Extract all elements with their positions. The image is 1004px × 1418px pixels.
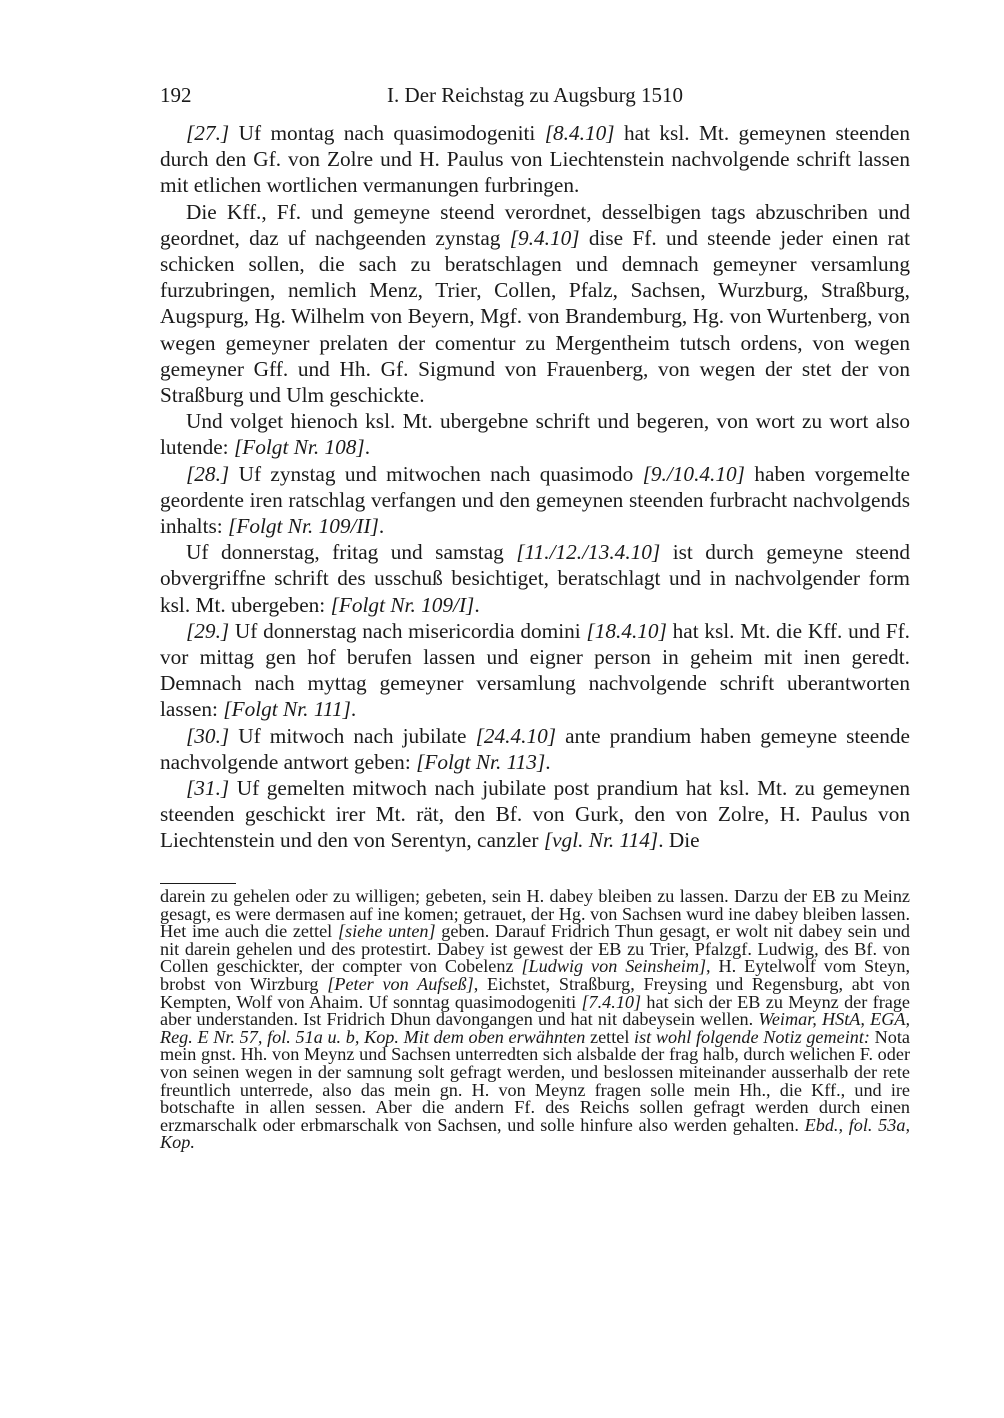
footnote-text: [160, 888, 910, 1152]
text-segment: Uf mitwoch nach jubilate: [229, 723, 476, 748]
text-segment: .: [350, 697, 357, 722]
italic-segment: [Folgt Nr. 108]: [233, 435, 365, 460]
text-segment: Uf gemelten mitwoch nach jubilate post prandium hat ksl. Mt. zu gemeynen steenden geschickt irer Mt. rät, den Bf. von Gurk, den von Zolre, H. Paulus von Liechtenstein und den von Serentyn, canzler: [160, 776, 910, 853]
text-segment: Uf donnerstag nach misericordia domini: [229, 618, 587, 643]
paragraph: [160, 723, 910, 775]
italic-segment: [31.]: [186, 776, 230, 801]
text-segment: hat ksl. Mt. gemeynen steenden durch den Gf. von Zolre und H. Paulus von Liechtenstein nachvolgende schrift lassen mit etlichen wortlichen vermanungen furbringen.: [160, 121, 910, 198]
text-segment: . Die: [658, 828, 700, 853]
text-segment: Uf montag nach quasimodogeniti: [229, 121, 545, 145]
italic-segment: [Ludwig von Seinsheim]: [521, 956, 707, 977]
text-segment: .: [378, 514, 385, 539]
italic-segment: Ebd., fol. 53a, Kop.: [160, 1114, 910, 1153]
italic-segment: [28.]: [186, 461, 230, 486]
italic-segment: [vgl. Nr. 114]: [543, 828, 659, 853]
text-segment: Nota mein gnst. Hh. von Meynz und Sachsen unterredten sich alsbalde der frag halb, durch welichen F. oder von seinen wegen in der samnung solt gefragt werden, und beslossen miteinander ausserhalb der rete freuntlich unterrede, also das mein gn. H. von Meynz fragen solle mein Hh., die Kff., und ire botschafte in allen sessen. Aber die andern Ff. des Reichs sollen gefragt werden durch einen erzmarschalk oder erbmarschalk von Sachsen, und solle hinfure also werden gehalten.: [160, 1026, 910, 1135]
text-segment: geben. Darauf Fridrich Thun gesagt, er wolt nit dabey sein und nit darein gehelen und des protestirt. Dabey ist gewest der EB zu Trier, Pfalzgf. Ludwig, des Bf. von Collen geschickter, der compter von Cobelenz: [160, 921, 911, 977]
paragraph: [160, 199, 910, 409]
paragraph: [160, 120, 910, 199]
italic-segment: [30.]: [186, 723, 230, 748]
italic-segment: [Peter von Aufseß]: [327, 973, 474, 994]
text-segment: .: [474, 592, 480, 617]
italic-segment: [29.]: [186, 618, 230, 643]
text-segment: darein zu gehelen oder zu willigen; gebeten, sein H. dabey bleiben zu lassen. Darzu der EB zu Meinz gesagt, es were dermasen auf ine komen; getrauet, der Hg. von Sachsen wurd ine dabey bleiben lassen. Het ime auch die zettel: [160, 886, 910, 942]
italic-segment: [9.4.10]: [509, 225, 580, 250]
footnote-paragraph: [160, 888, 910, 1152]
italic-segment: [siehe unten]: [337, 921, 436, 942]
text-segment: .: [364, 435, 371, 460]
text-segment: ist durch gemeyne steend obvergriffne schrift des usschuß besichtiget, beratschlagt und in nachvolgender form ksl. Mt. ubergeben:: [160, 540, 910, 617]
italic-segment: [9./10.4.10]: [642, 461, 745, 486]
text-segment: ante prandium haben gemeyne steende nachvolgende antwort geben:: [160, 723, 910, 774]
paragraph: [160, 408, 910, 460]
italic-segment: [11./12./13.4.10]: [516, 540, 661, 565]
text-segment: .: [545, 749, 551, 774]
paragraph: [160, 618, 910, 723]
text-segment: haben vorgemelte geordente iren ratschlag verfangen und den gemeynen steenden furbracht nachvolgends inhalts:: [160, 461, 910, 539]
text-segment: dise Ff. und steende jeder einen rat schicken sollen, die sach zu beratschlagen und demnach gemeyner versamlung furzubringen, nemlich Menz, Trier, Collen, Pfalz, Sachsen, Wurzburg, Straßburg, Augspurg, Hg. Wilhelm von Beyern, Mgf. von Brandemburg, Hg. von Wurtenberg, von wegen gemeyner prelaten der comentur zu Mergentheim tutsch ordens, von wegen gemeyner Gff. und Hh. Gf. Sigmund von Frauenberg, von wegen der stet der von Straßburg und Ulm geschickte.: [160, 225, 910, 408]
italic-segment: [7.4.10]: [581, 991, 642, 1012]
paragraph: [160, 461, 910, 540]
italic-segment: [Folgt Nr. 111]: [223, 697, 351, 722]
running-title: I. Der Reichstag zu Augsburg 1510: [387, 83, 683, 107]
text-segment: hat sich der EB zu Meynz der frage aber understanden. Ist Fridrich Dhun davongangen und hat nit dabeysein wellen.: [160, 991, 910, 1030]
italic-segment: [Folgt Nr. 109/II]: [228, 514, 379, 539]
italic-segment: [27.]: [186, 121, 230, 145]
text-segment: Uf donnerstag, fritag und samstag: [186, 540, 517, 565]
italic-segment: ist wohl folgende Notiz gemeint:: [634, 1026, 870, 1047]
text-segment: , H. Eytelwolf vom Steyn, brobst von Wirzburg: [160, 956, 910, 994]
text-segment: Und volget hienoch ksl. Mt. ubergebne schrift und begeren, von wort zu wort also lutende:: [160, 409, 910, 460]
text-segment: Die Kff., Ff. und gemeyne steend verordnet, desselbigen tags abzuschriben und geordnet, daz uf nachgeenden zynstag: [160, 199, 910, 250]
italic-segment: [8.4.10]: [544, 121, 615, 145]
footnote-rule: [160, 883, 236, 884]
text-segment: Uf zynstag und mitwochen nach quasimodo: [229, 461, 643, 486]
text-segment: zettel: [585, 1026, 635, 1047]
page-number: 192: [160, 83, 192, 107]
italic-segment: [24.4.10]: [475, 723, 557, 748]
main-text: [160, 120, 910, 854]
page-header: [160, 80, 910, 110]
text-segment: hat ksl. Mt. die Kff. und Ff. vor mittag gen hof berufen lassen und eigner person in geheim mit inen geredt. Demnach nach myttag gemeyner versamlung nachvolgende schrift uberantworten lassen:: [160, 618, 910, 722]
italic-segment: Weimar, HStA, EGA, Reg. E Nr. 57, fol. 51a u. b, Kop. Mit dem oben erwähnten: [160, 1009, 910, 1047]
italic-segment: [18.4.10]: [586, 618, 667, 643]
paragraph: [160, 775, 910, 854]
paragraph: [160, 539, 910, 618]
italic-segment: [Folgt Nr. 113]: [416, 749, 546, 774]
text-segment: , Eichstet, Straßburg, Freysing und Regensburg, abt von Kempten, Wolf von Ahaim. Uf sonntag quasimodogeniti: [160, 973, 910, 1012]
italic-segment: [Folgt Nr. 109/I]: [330, 592, 475, 617]
